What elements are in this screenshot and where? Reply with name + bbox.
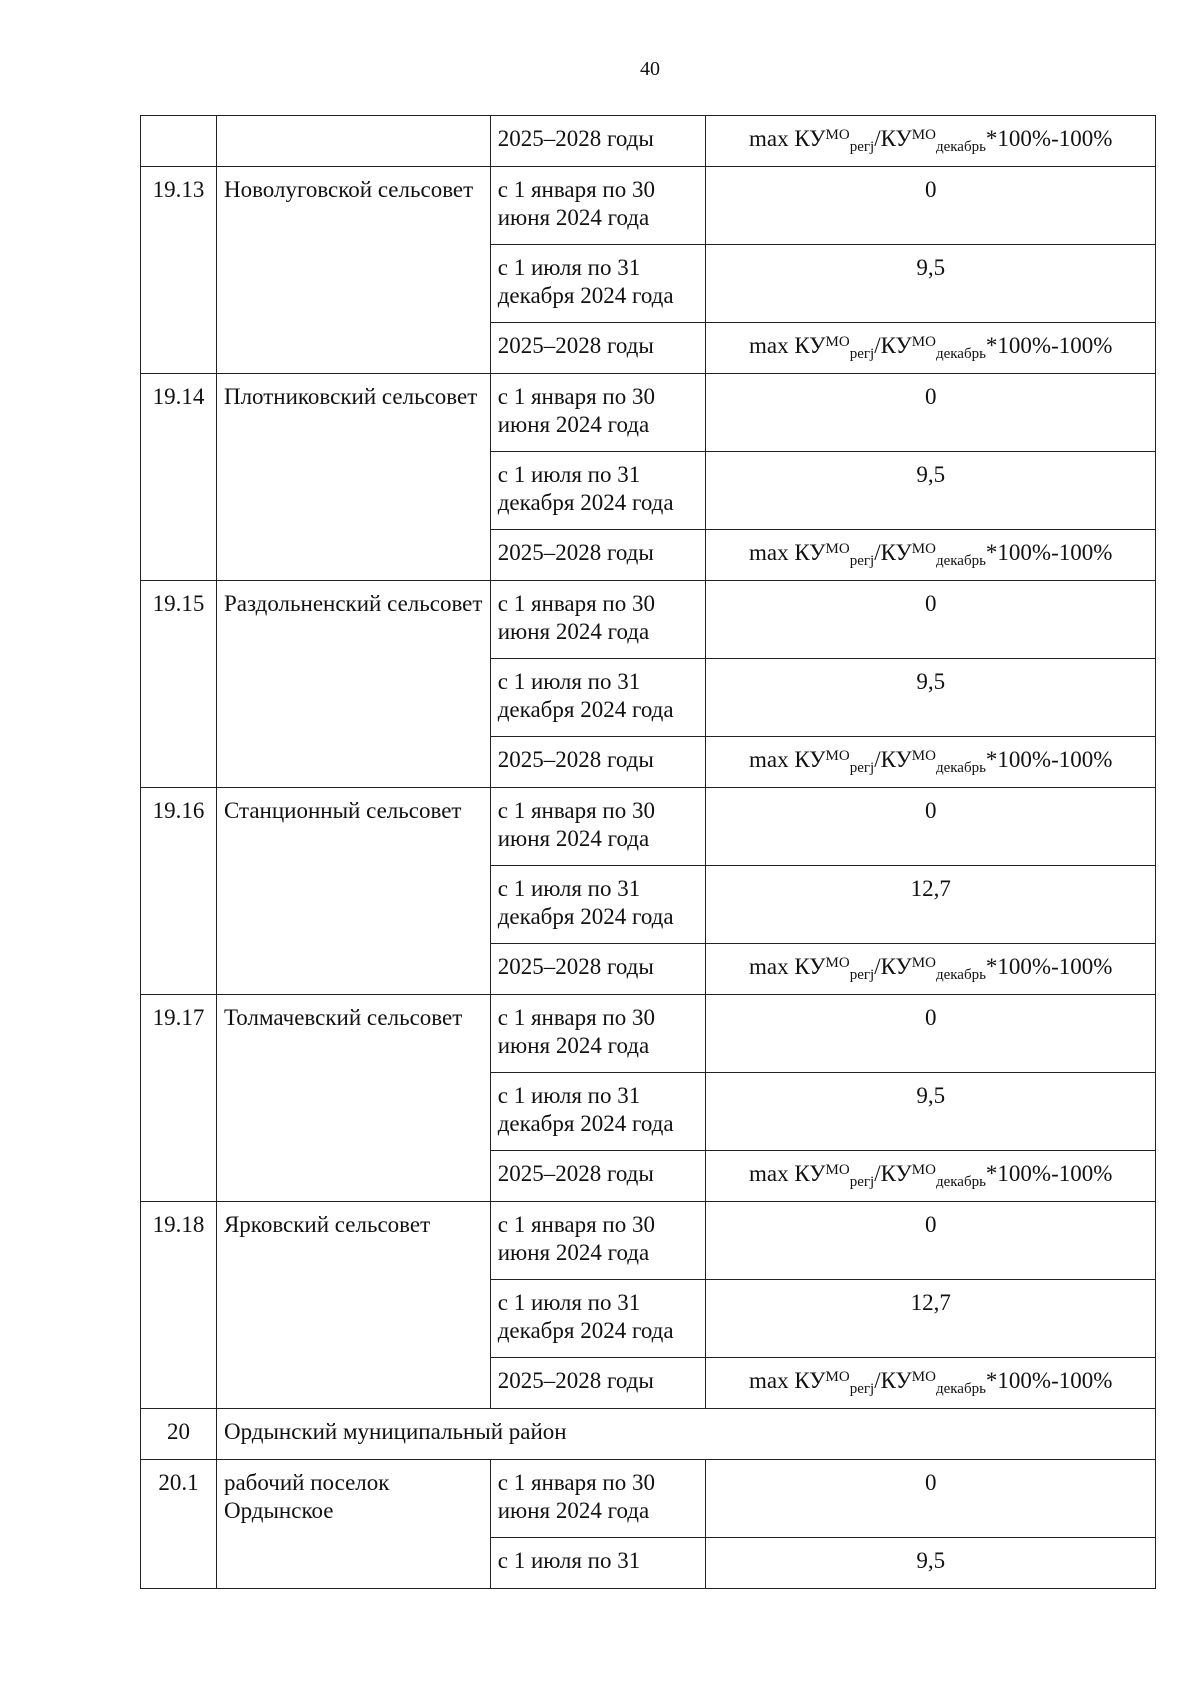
table-row: [141, 167, 1156, 245]
table-row: [141, 788, 1156, 866]
formula-sup: МО: [825, 127, 850, 143]
table-body: [141, 116, 1156, 1589]
formula-sup: МО: [911, 1162, 936, 1178]
period-cell: 2025–2028 годы: [490, 737, 706, 788]
value-cell: 9,5: [706, 245, 1156, 323]
formula-text: max КУ: [749, 333, 826, 358]
period-cell: 2025–2028 годы: [490, 116, 706, 167]
table-row: [141, 116, 1156, 167]
municipality-name: Новолуговской сельсовет: [216, 167, 490, 374]
formula-text: /КУ: [874, 1368, 912, 1393]
value-cell: 9,5: [706, 1073, 1156, 1151]
formula-sub: декабрь: [935, 760, 986, 776]
row-number: 19.14: [141, 374, 217, 581]
formula-cell: [706, 944, 1156, 995]
value-cell: 0: [706, 995, 1156, 1073]
formula-sub: регj: [849, 1381, 875, 1397]
value-cell: 9,5: [706, 659, 1156, 737]
formula-sub: декабрь: [935, 346, 986, 362]
value-cell: 12,7: [706, 1280, 1156, 1358]
formula-text: /КУ: [874, 540, 912, 565]
value-cell: 0: [706, 374, 1156, 452]
value-cell: 0: [706, 167, 1156, 245]
formula-text: *100%-100%: [985, 540, 1113, 565]
value-cell: 0: [706, 581, 1156, 659]
formula-sup: МО: [825, 334, 850, 350]
row-number: 19.16: [141, 788, 217, 995]
formula-text: max КУ: [749, 747, 826, 772]
period-cell: 2025–2028 годы: [490, 530, 706, 581]
period-cell: с 1 января по 30 июня 2024 года: [490, 374, 706, 452]
value-cell: 9,5: [706, 452, 1156, 530]
formula-sub: регj: [849, 760, 875, 776]
formula-text: max КУ: [749, 954, 826, 979]
formula-cell: [706, 323, 1156, 374]
period-cell: с 1 июля по 31 декабря 2024 года: [490, 452, 706, 530]
period-cell: с 1 июля по 31 декабря 2024 года: [490, 659, 706, 737]
period-cell: с 1 января по 30 июня 2024 года: [490, 581, 706, 659]
formula-sub: декабрь: [935, 967, 986, 983]
value-cell: 0: [706, 1202, 1156, 1280]
period-cell: с 1 января по 30 июня 2024 года: [490, 1460, 706, 1538]
formula-sub: декабрь: [935, 139, 986, 155]
formula-sup: МО: [825, 1162, 850, 1178]
formula-sub: декабрь: [935, 553, 986, 569]
formula-text: /КУ: [874, 954, 912, 979]
period-cell: с 1 июля по 31 декабря 2024 года: [490, 245, 706, 323]
formula-sub: декабрь: [935, 1381, 986, 1397]
formula-cell: [706, 1358, 1156, 1409]
formula-text: *100%-100%: [985, 1368, 1113, 1393]
value-cell: 0: [706, 788, 1156, 866]
row-number: 20: [141, 1409, 217, 1460]
formula-sup: МО: [825, 748, 850, 764]
table-row: [141, 374, 1156, 452]
formula-text: /КУ: [874, 747, 912, 772]
municipality-name: Плотниковский сельсовет: [216, 374, 490, 581]
period-cell: 2025–2028 годы: [490, 1151, 706, 1202]
formula-sup: МО: [911, 1369, 936, 1385]
period-cell: 2025–2028 годы: [490, 944, 706, 995]
formula-text: *100%-100%: [985, 126, 1113, 151]
formula-sup: МО: [825, 955, 850, 971]
district-name: Ордынский муниципальный район: [216, 1409, 1155, 1460]
table-row: [141, 581, 1156, 659]
municipality-name: Ярковский сельсовет: [216, 1202, 490, 1409]
formula-text: max КУ: [749, 1368, 826, 1393]
formula-sup: МО: [911, 334, 936, 350]
formula-text: max КУ: [749, 540, 826, 565]
formula-text: max КУ: [749, 1161, 826, 1186]
row-number: 19.17: [141, 995, 217, 1202]
period-cell: с 1 июля по 31: [490, 1538, 706, 1589]
formula-sub: регj: [849, 1174, 875, 1190]
formula-sup: МО: [911, 127, 936, 143]
formula-cell: [706, 737, 1156, 788]
row-number: 19.18: [141, 1202, 217, 1409]
formula-text: *100%-100%: [985, 747, 1113, 772]
formula-sub: декабрь: [935, 1174, 986, 1190]
formula-cell: [706, 116, 1156, 167]
table-row: [141, 995, 1156, 1073]
value-cell: 0: [706, 1460, 1156, 1538]
formula-cell: [706, 530, 1156, 581]
formula-sup: МО: [825, 1369, 850, 1385]
row-number: 19.13: [141, 167, 217, 374]
formula-text: *100%-100%: [985, 1161, 1113, 1186]
formula-sup: МО: [911, 748, 936, 764]
period-cell: с 1 января по 30 июня 2024 года: [490, 1202, 706, 1280]
page-number: 40: [640, 58, 660, 80]
formula-sub: регj: [849, 553, 875, 569]
municipality-name: Раздольненский сельсовет: [216, 581, 490, 788]
formula-sub: регj: [849, 139, 875, 155]
row-number: 19.15: [141, 581, 217, 788]
formula-sup: МО: [911, 541, 936, 557]
formula-text: /КУ: [874, 333, 912, 358]
formula-sup: МО: [825, 541, 850, 557]
formula-sup: МО: [911, 955, 936, 971]
period-cell: с 1 января по 30 июня 2024 года: [490, 167, 706, 245]
formula-text: max КУ: [749, 126, 826, 151]
period-cell: с 1 июля по 31 декабря 2024 года: [490, 866, 706, 944]
period-cell: с 1 июля по 31 декабря 2024 года: [490, 1280, 706, 1358]
period-cell: 2025–2028 годы: [490, 1358, 706, 1409]
municipality-name: Толмачевский сельсовет: [216, 995, 490, 1202]
period-cell: с 1 января по 30 июня 2024 года: [490, 995, 706, 1073]
formula-text: *100%-100%: [985, 333, 1113, 358]
table-row: [141, 1202, 1156, 1280]
municipality-name: Станционный сельсовет: [216, 788, 490, 995]
period-cell: 2025–2028 годы: [490, 323, 706, 374]
row-number: 20.1: [141, 1460, 217, 1589]
period-cell: с 1 июля по 31 декабря 2024 года: [490, 1073, 706, 1151]
period-cell: с 1 января по 30 июня 2024 года: [490, 788, 706, 866]
formula-cell: [706, 1151, 1156, 1202]
formula-sub: регj: [849, 346, 875, 362]
district-row: [141, 1409, 1156, 1460]
table-row: [141, 1460, 1156, 1538]
value-cell: 9,5: [706, 1538, 1156, 1589]
formula-text: /КУ: [874, 126, 912, 151]
value-cell: 12,7: [706, 866, 1156, 944]
formula-text: /КУ: [874, 1161, 912, 1186]
tariff-table: [140, 115, 1156, 1589]
municipality-name: рабочий поселок Ордынское: [216, 1460, 490, 1589]
formula-text: *100%-100%: [985, 954, 1113, 979]
formula-sub: регj: [849, 967, 875, 983]
